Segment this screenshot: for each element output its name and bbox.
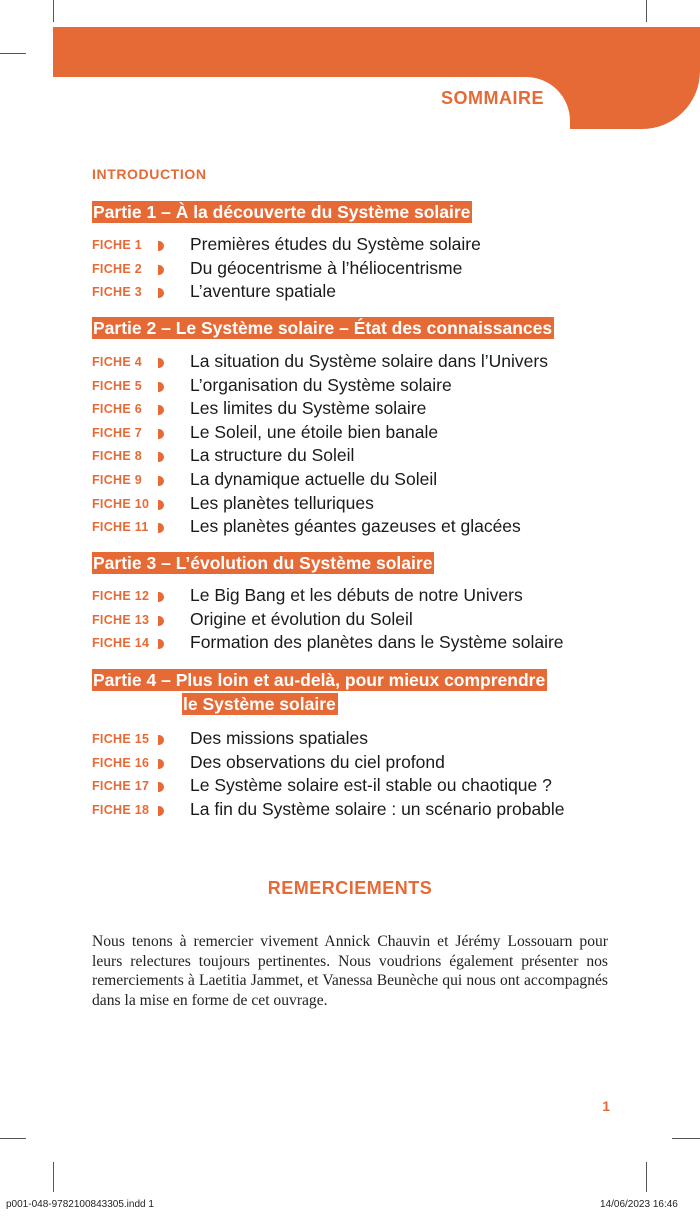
fiche-title: Des observations du ciel profond [190, 751, 445, 772]
fiche-number: FICHE 16 [92, 755, 150, 770]
part-4-title-line2: le Système solaire [183, 694, 336, 714]
fiche-number: FICHE 4 [92, 355, 143, 369]
fiche-title: Le Système solaire est-il stable ou chaotique ? [190, 775, 552, 796]
remerciements-heading: REMERCIEMENTS [267, 878, 433, 898]
fiche-number: FICHE 6 [92, 402, 143, 417]
fiche-number: FICHE 5 [92, 378, 143, 393]
fiche-number: FICHE 11 [92, 520, 149, 535]
footer-date: 14/06/2023 16:46 [600, 1199, 678, 1210]
part-4-heading[interactable] [92, 669, 547, 716]
fiche-title: Les planètes géantes gazeuses et glacées [190, 516, 521, 537]
bullet-icon [158, 782, 164, 792]
fiche-title: Formation des planètes dans le Système solaire [190, 632, 564, 653]
fiche-title: La situation du Système solaire dans l’Univers [190, 351, 548, 371]
bullet-icon [158, 616, 164, 626]
fiche-title: Premières études du Système solaire [190, 234, 481, 254]
fiche-number: FICHE 2 [92, 261, 143, 276]
fiche-title: Origine et évolution du Soleil [190, 608, 413, 629]
part-2-heading[interactable] [92, 317, 554, 340]
fiche-number: FICHE 9 [92, 472, 143, 487]
fiche-title: Le Big Bang et les débuts de notre Univers [190, 585, 523, 605]
bullet-icon [158, 735, 164, 745]
part-2-title: Partie 2 – Le Système solaire – État des connaissances [93, 318, 553, 338]
bullet-icon [158, 523, 164, 533]
introduction-link[interactable]: INTRODUCTION [92, 166, 207, 182]
page-number: 1 [602, 1098, 610, 1114]
bullet-icon [158, 382, 164, 392]
bullet-icon [158, 806, 164, 816]
fiche-title: Le Soleil, une étoile bien banale [190, 421, 439, 442]
fiche-title: La structure du Soleil [190, 445, 355, 466]
bullet-icon [158, 358, 164, 368]
fiche-title: Des missions spatiales [190, 728, 368, 748]
fiche-title: La dynamique actuelle du Soleil [190, 468, 438, 489]
crop-mark [672, 1138, 700, 1139]
crop-mark [0, 53, 26, 54]
fiche-number: FICHE 10 [92, 496, 150, 511]
crop-mark [646, 1162, 647, 1192]
part-1-heading[interactable] [92, 201, 472, 224]
crop-mark [646, 0, 647, 22]
fiche-number: FICHE 17 [92, 779, 150, 794]
part-4-title-line1: Partie 4 – Plus loin et au-delà, pour mieux comprendre [93, 670, 546, 690]
fiche-title: L’aventure spatiale [190, 281, 336, 302]
remerciements-text: Nous tenons à remercier vivement Annick Chauvin et Jérémy Lossouarn pour leurs relectures toujours pertinentes. Nous voudrions également présenter nos remerciements à Laetitia Jammet, et Vanessa Beunèche qui nous ont accompagnés dans la mise en forme de cet ouvrage. [92, 933, 608, 1009]
crop-mark [53, 1162, 54, 1192]
bullet-icon [158, 592, 164, 602]
part-3-title: Partie 3 – L’évolution du Système solaire [93, 553, 433, 573]
bullet-icon [158, 452, 164, 462]
part-1-title: Partie 1 – À la découverte du Système solaire [93, 202, 471, 222]
bullet-icon [158, 639, 164, 649]
fiche-number: FICHE 7 [92, 425, 143, 440]
bullet-icon [158, 500, 164, 510]
fiche-number: FICHE 8 [92, 449, 143, 464]
page-title: SOMMAIRE [441, 88, 544, 108]
bullet-icon [158, 241, 164, 251]
fiche-title: Du géocentrisme à l’héliocentrisme [190, 257, 463, 278]
part-3-heading[interactable] [92, 552, 434, 575]
bullet-icon [158, 288, 164, 298]
fiche-title: La fin du Système solaire : un scénario probable [190, 798, 565, 819]
bullet-icon [158, 429, 164, 439]
fiche-number: FICHE 14 [92, 636, 150, 651]
footer-filename: p001-048-9782100843305.indd 1 [6, 1199, 154, 1210]
fiche-number: FICHE 3 [92, 285, 143, 300]
fiche-number: FICHE 1 [92, 238, 143, 252]
fiche-title: Les limites du Système solaire [190, 398, 427, 419]
crop-mark [0, 1138, 26, 1139]
fiche-number: FICHE 18 [92, 802, 150, 817]
fiche-number: FICHE 15 [92, 732, 150, 746]
bullet-icon [158, 405, 164, 415]
bullet-icon [158, 265, 164, 275]
bullet-icon [158, 476, 164, 486]
fiche-number: FICHE 13 [92, 612, 150, 627]
fiche-title: L’organisation du Système solaire [190, 374, 452, 395]
fiche-number: FICHE 12 [92, 589, 150, 603]
bullet-icon [158, 759, 164, 769]
crop-mark [53, 0, 54, 22]
fiche-title: Les planètes telluriques [190, 492, 374, 513]
